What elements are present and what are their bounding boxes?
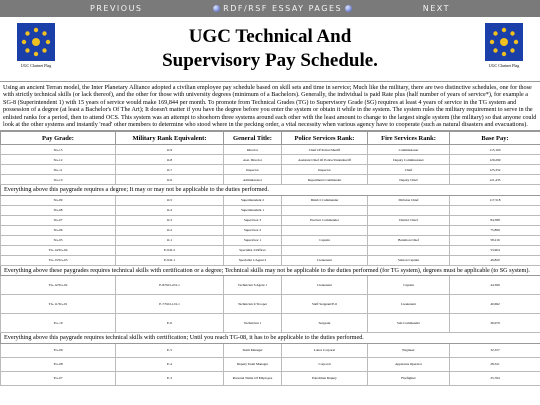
cell-title: Supervisor 2 bbox=[224, 225, 282, 235]
cell-fire: Firefighter bbox=[368, 371, 450, 385]
cell-pay: 40,692 bbox=[450, 295, 540, 314]
cell-mil: E-3 bbox=[116, 371, 224, 385]
cell-pay: 44,399 bbox=[450, 276, 540, 295]
cell-title: Supervisor 1 bbox=[224, 235, 282, 245]
section-note: Everything above this paygrade requires technical skills with certification; Until you reach TG-08, it has to be applicable to the duties performed. bbox=[1, 333, 540, 343]
cell-grade: TG-07 bbox=[1, 371, 116, 385]
cell-fire bbox=[368, 225, 450, 235]
table-row bbox=[1, 195, 540, 205]
col-general-title: General Title: bbox=[224, 132, 282, 145]
cell-title: Technician 1 bbox=[224, 314, 282, 333]
cell-fire: Captain bbox=[368, 276, 450, 295]
col-military-rank: Military Rank Equivalent: bbox=[116, 132, 224, 145]
table-header-row bbox=[1, 132, 540, 145]
cell-mil: O-4 bbox=[116, 205, 224, 215]
table-row bbox=[1, 145, 540, 155]
cell-pay: 115,100 bbox=[450, 145, 540, 155]
section-note-row bbox=[1, 185, 540, 195]
table-row bbox=[1, 175, 540, 185]
orb-icon bbox=[213, 5, 220, 12]
cell-title: Specialist 2/Officer bbox=[224, 245, 282, 255]
next-link[interactable]: NEXT bbox=[422, 4, 450, 13]
flag-icon bbox=[485, 23, 523, 61]
cell-pay: 32,357 bbox=[450, 343, 540, 357]
cell-police: Lance Corporal bbox=[282, 343, 368, 357]
cell-mil: E-9/O-1 bbox=[116, 255, 224, 265]
col-base-pay: Base Pay: bbox=[450, 132, 540, 145]
cell-grade: SG-11 bbox=[1, 165, 116, 175]
flag-caption: UGC Clarinet Flag bbox=[488, 63, 520, 68]
cell-fire: Deputy Chief bbox=[368, 175, 450, 185]
table-row bbox=[1, 314, 540, 333]
cell-fire: Apparatus Operator bbox=[368, 357, 450, 371]
cell-grade: TG-09 bbox=[1, 343, 116, 357]
cell-title: Supervisor 3 bbox=[224, 215, 282, 225]
page-header bbox=[0, 17, 540, 82]
table-row bbox=[1, 357, 540, 371]
cell-mil: O-2 bbox=[116, 225, 224, 235]
cell-fire: Chief bbox=[368, 165, 450, 175]
cell-grade: TG-08 bbox=[1, 357, 116, 371]
table-body bbox=[1, 145, 540, 385]
cell-pay: 125,352 bbox=[450, 165, 540, 175]
cell-grade: TG-12/SG-02 bbox=[1, 276, 116, 295]
cell-grade: TG-11/SG-01 bbox=[1, 295, 116, 314]
cell-fire: Division Chief bbox=[368, 195, 450, 205]
table-row bbox=[1, 255, 540, 265]
cell-fire: Deputy Commissioner bbox=[368, 155, 450, 165]
cell-grade: SG-06 bbox=[1, 225, 116, 235]
cell-pay: 84,588 bbox=[450, 215, 540, 225]
cell-title: Superintendent 1 bbox=[224, 205, 282, 215]
cell-grade: TG-13/SG-03 bbox=[1, 255, 116, 265]
cell-mil: O-9 bbox=[116, 145, 224, 155]
orb-icon bbox=[345, 5, 352, 12]
table-row bbox=[1, 343, 540, 357]
cell-pay: 75,899 bbox=[450, 225, 540, 235]
cell-police: District Commander bbox=[282, 195, 368, 205]
cell-fire: Lieutenant bbox=[368, 295, 450, 314]
cell-mil: E-9/O-2 bbox=[116, 245, 224, 255]
table-row bbox=[1, 245, 540, 255]
cell-mil: O-3 bbox=[116, 215, 224, 225]
table-row bbox=[1, 155, 540, 165]
cell-grade: SG-08 bbox=[1, 205, 116, 215]
table-row bbox=[1, 225, 540, 235]
cell-fire bbox=[368, 245, 450, 255]
essay-pages-link[interactable] bbox=[213, 4, 352, 13]
cell-fire: Commissioner bbox=[368, 145, 450, 155]
section-note: Everything above these paygrades requires technical skills with certification or a degree; Technical skills may not be applicable to the duties performed (for TG system), degrees must be applicable (to SG system). bbox=[1, 265, 540, 275]
previous-link[interactable]: PREVIOUS bbox=[90, 4, 143, 13]
cell-title: Specialist 1/Agent 2 bbox=[224, 255, 282, 265]
cell-police: Captain bbox=[282, 235, 368, 245]
cell-grade: SG-05 bbox=[1, 235, 116, 245]
cell-pay: 49,820 bbox=[450, 255, 540, 265]
cell-pay: 28,521 bbox=[450, 357, 540, 371]
table-row bbox=[1, 235, 540, 245]
table-row bbox=[1, 205, 540, 215]
cell-pay: 117,518 bbox=[450, 195, 540, 205]
pay-table bbox=[0, 131, 540, 385]
flag-icon bbox=[17, 23, 55, 61]
cell-grade: SG-13 bbox=[1, 145, 116, 155]
cell-police: Department Commander bbox=[282, 175, 368, 185]
cell-fire: Engineer bbox=[368, 343, 450, 357]
section-note-row bbox=[1, 265, 540, 275]
cell-title: Administrator bbox=[224, 175, 282, 185]
cell-pay bbox=[450, 205, 540, 215]
cell-police: Corporal bbox=[282, 357, 368, 371]
intro-text: Using an ancient Terran model, the Inter Planetary Alliance adopted a civilian employee pay schedule based on skill sets and time in service; Much like the military, there are two distinctive schedules, one for those with strictly technical skills (or lack thereof), and the other for those with university degrees (minimum of a Bachelors). Generally, the individual is paid Rate plus (half number of years of service*), for example a SG-8 (Superintendent 1) with 15 years of service would make 169,844 per month. To promote from Technical Grades (TG) to Supervisory Grade (SG) requires at least 4 years of service in the TG system and possession of a degree (at least a Bachelor's Of The Art); It doesn't matter if you have the degree before you enter the system or obtain it while in the system. The system rules the military requirement to serve in the enlisted ranks for a period, then to attend OCS. This system was an attempt to shoehorn three systems around each other with the least amount to change to the largest single system (the military) so that anyone could look at the other systems and instantly 'read' other members to determine who stood where in the pecking order, a vital necessity when various agency have to cooperate (such as natural disasters and evacuations). bbox=[0, 82, 540, 131]
cell-title: Superintendent 2 bbox=[224, 195, 282, 205]
cell-pay: 58,216 bbox=[450, 235, 540, 245]
cell-police: Lieutenant bbox=[282, 276, 368, 295]
cell-title: Asst. Director bbox=[224, 155, 282, 165]
section-note: Everything above this paygrade requires a degree; It may or may not be applicable to the duties performed. bbox=[1, 185, 540, 195]
cell-fire: Battalion Chief bbox=[368, 235, 450, 245]
cell-police: Precinct Commander bbox=[282, 215, 368, 225]
table-row bbox=[1, 276, 540, 295]
table-row bbox=[1, 165, 540, 175]
cell-mil: E-7/WO-1/O-1 bbox=[116, 295, 224, 314]
cell-police: Sergeant bbox=[282, 314, 368, 333]
table-row bbox=[1, 295, 540, 314]
cell-title: Technician 3/Agent 1 bbox=[224, 276, 282, 295]
cell-police bbox=[282, 225, 368, 235]
section-note-row bbox=[1, 333, 540, 343]
cell-title: Team Manager bbox=[224, 343, 282, 357]
cell-title: Inspector bbox=[224, 165, 282, 175]
cell-mil: E-8/WO-2/O-1 bbox=[116, 276, 224, 295]
cell-fire: District Chief bbox=[368, 215, 450, 225]
cell-mil: O-5 bbox=[116, 195, 224, 205]
cell-mil: O-8 bbox=[116, 155, 224, 165]
flag-caption: UGC Clarinet Flag bbox=[20, 63, 52, 68]
table-row bbox=[1, 215, 540, 225]
table-row bbox=[1, 371, 540, 385]
cell-title: Deputy Team Manager bbox=[224, 357, 282, 371]
cell-pay: 121,435 bbox=[450, 175, 540, 185]
cell-pay: 36,079 bbox=[450, 314, 540, 333]
cell-pay: 25,764 bbox=[450, 371, 540, 385]
cell-police: Assistant Chief Of Police/Undersheriff bbox=[282, 155, 368, 165]
cell-title: Technician 2/Trooper bbox=[224, 295, 282, 314]
flag-left bbox=[0, 19, 72, 79]
cell-grade: SG-12 bbox=[1, 155, 116, 165]
cell-grade: TG-14/SG-04 bbox=[1, 245, 116, 255]
top-nav bbox=[0, 0, 540, 17]
cell-grade: SG-10 bbox=[1, 175, 116, 185]
cell-mil: E-4 bbox=[116, 357, 224, 371]
cell-fire: Sub Commander bbox=[368, 314, 450, 333]
cell-title: Director bbox=[224, 145, 282, 155]
cell-fire: Station Captain bbox=[368, 255, 450, 265]
cell-pay: 129,299 bbox=[450, 155, 540, 165]
cell-mil: E-6 bbox=[116, 314, 224, 333]
cell-fire bbox=[368, 205, 450, 215]
page-title bbox=[72, 25, 468, 73]
cell-police: Patrolman Deputy bbox=[282, 371, 368, 385]
cell-mil: O-7 bbox=[116, 165, 224, 175]
cell-grade: SG-07 bbox=[1, 215, 116, 225]
cell-mil: E-5 bbox=[116, 343, 224, 357]
cell-mil: O-6 bbox=[116, 175, 224, 185]
col-pay-grade: Pay Grade: bbox=[1, 132, 116, 145]
col-police-rank: Police Services Rank: bbox=[282, 132, 368, 145]
cell-mil: O-1 bbox=[116, 235, 224, 245]
cell-grade: SG-09 bbox=[1, 195, 116, 205]
cell-police: Inspector bbox=[282, 165, 368, 175]
cell-police bbox=[282, 205, 368, 215]
cell-police: Lieutenant bbox=[282, 255, 368, 265]
cell-pay: 53,904 bbox=[450, 245, 540, 255]
essay-pages-label: RDF/RSF ESSAY PAGES bbox=[223, 4, 343, 13]
cell-title: Personal Name Of Employee bbox=[224, 371, 282, 385]
cell-grade: TG-10 bbox=[1, 314, 116, 333]
cell-police: Staff Sergeant/E-6 bbox=[282, 295, 368, 314]
title-line-2: Supervisory Pay Schedule. bbox=[162, 50, 378, 71]
cell-police: Chief Of Police/Sheriff bbox=[282, 145, 368, 155]
flag-right bbox=[468, 19, 540, 79]
col-fire-rank: Fire Services Rank: bbox=[368, 132, 450, 145]
cell-police bbox=[282, 245, 368, 255]
title-line-1: UGC Technical And bbox=[188, 26, 352, 47]
